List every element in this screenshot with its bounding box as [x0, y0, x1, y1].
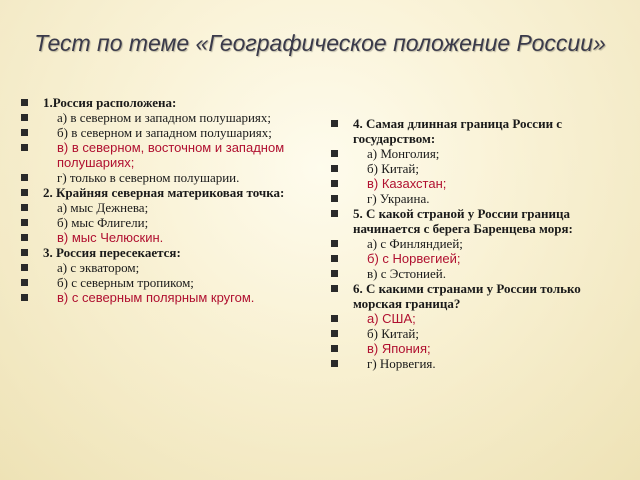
list-item — [330, 281, 630, 311]
answer-option: а) мыс Дежнева; — [57, 200, 149, 215]
list-item — [330, 206, 630, 236]
correct-answer: в) с северным полярным кругом. — [57, 290, 255, 305]
answer-option: г) Украина. — [367, 191, 430, 206]
list-item — [20, 200, 320, 215]
questions-left-column — [20, 95, 320, 305]
answer-option: г) Норвегия. — [367, 356, 436, 371]
correct-answer: в) Япония; — [367, 341, 431, 356]
list-item — [330, 191, 630, 206]
list-item — [20, 170, 320, 185]
list-item — [330, 251, 630, 266]
list-item — [20, 110, 320, 125]
list-item — [20, 215, 320, 230]
question-text: 3. Россия пересекается: — [43, 245, 181, 260]
answer-option: б) Китай; — [367, 161, 419, 176]
question-text: 1.Россия расположена: — [43, 95, 177, 110]
correct-answer: в) мыс Челюскин. — [57, 230, 164, 245]
correct-answer: б) с Норвегией; — [367, 251, 461, 266]
answer-option: а) в северном и западном полушариях; — [57, 110, 272, 125]
answer-option: б) Китай; — [367, 326, 419, 341]
questions-right-column — [330, 116, 630, 371]
answer-option: б) в северном и западном полушариях; — [57, 125, 272, 140]
list-item — [330, 146, 630, 161]
question-text: 2. Крайняя северная материковая точка: — [43, 185, 285, 200]
answer-option: б) мыс Флигели; — [57, 215, 149, 230]
list-item — [20, 260, 320, 275]
list-item — [330, 266, 630, 281]
list-item — [20, 125, 320, 140]
list-item — [330, 341, 630, 356]
answer-option: в) с Эстонией. — [367, 266, 446, 281]
list-item — [20, 230, 320, 245]
answer-option: а) с экватором; — [57, 260, 140, 275]
question-text: 5. С какой страной у России граница начинается с берега Баренцева моря: — [353, 206, 573, 236]
question-text: 4. Самая длинная граница России с государством: — [353, 116, 563, 146]
list-item — [20, 290, 320, 305]
page-title: Тест по теме «Географическое положение России» — [34, 30, 606, 56]
question-text: 6. С какими странами у России только морская граница? — [353, 281, 581, 311]
correct-answer: в) в северном, восточном и западном полушариях; — [57, 140, 285, 170]
list-item — [330, 176, 630, 191]
correct-answer: в) Казахстан; — [367, 176, 447, 191]
correct-answer: а) США; — [367, 311, 416, 326]
list-item — [20, 140, 320, 170]
list-item — [20, 245, 320, 260]
answer-option: б) с северным тропиком; — [57, 275, 194, 290]
answer-option: а) Монголия; — [367, 146, 440, 161]
list-item — [330, 236, 630, 251]
list-item — [330, 161, 630, 176]
answer-option: г) только в северном полушарии. — [57, 170, 240, 185]
list-item — [330, 356, 630, 371]
list-item — [20, 185, 320, 200]
list-item — [20, 95, 320, 110]
list-item — [330, 116, 630, 146]
answer-option: а) с Финляндией; — [367, 236, 463, 251]
list-item — [330, 326, 630, 341]
list-item — [330, 311, 630, 326]
list-item — [20, 275, 320, 290]
